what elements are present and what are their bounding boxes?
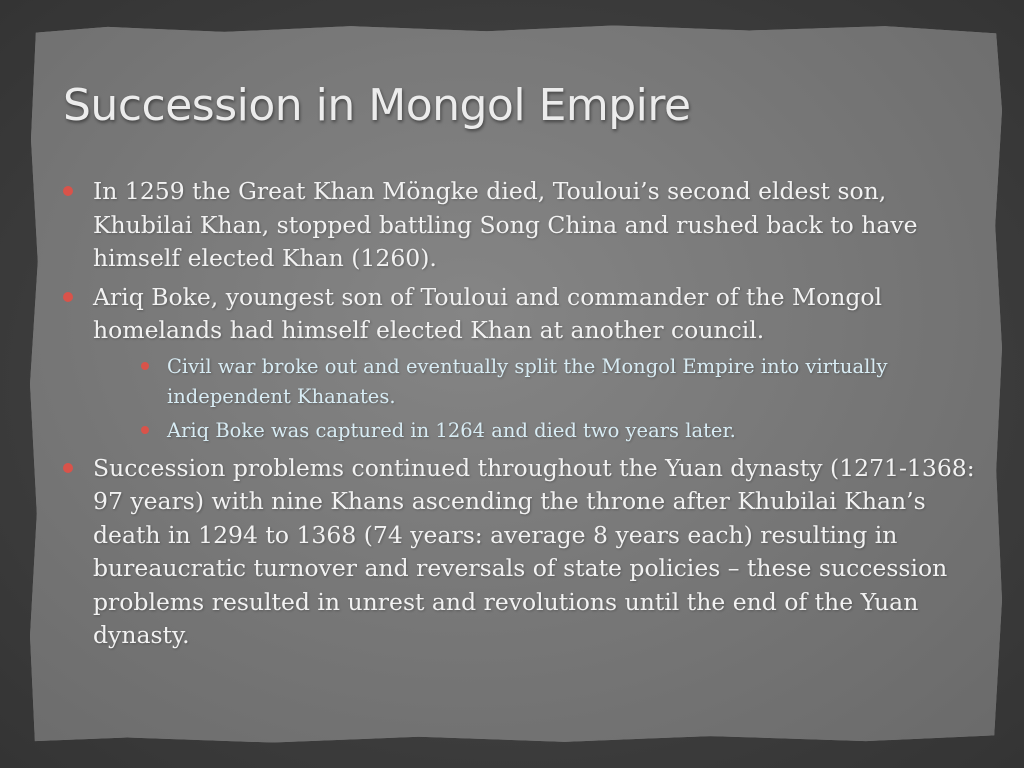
sub-bullet-list [93, 352, 975, 446]
sub-bullet-text: Civil war broke out and eventually split the Mongol Empire into virtually independent Khanates. [167, 354, 888, 408]
sub-bullet-icon [141, 426, 149, 434]
bullet-item [60, 175, 975, 276]
sub-bullet-icon [141, 362, 149, 370]
bullet-icon [63, 292, 73, 302]
sub-bullet-item [93, 352, 975, 412]
sub-bullet-item [93, 416, 975, 446]
bullet-icon [63, 463, 73, 473]
slide-title: Succession in Mongol Empire [63, 80, 691, 131]
bullet-text: Ariq Boke, youngest son of Touloui and commander of the Mongol homelands had himself elected Khan at another council. [93, 282, 883, 344]
bullet-item [60, 281, 975, 446]
bullet-icon [63, 186, 73, 196]
bullet-text: Succession problems continued throughout the Yuan dynasty (1271-1368: 97 years) with nine Khans ascending the throne after Khubilai Khan’s death in 1294 to 1368 (74 years: average 8 years each) resulting in bureaucratic turnover and reversals of state policies – these succession problems resulted in unrest and revolutions until the end of the Yuan dynasty. [93, 453, 975, 649]
bullet-item [60, 452, 975, 653]
bullet-text: In 1259 the Great Khan Möngke died, Touloui’s second eldest son, Khubilai Khan, stopped battling Song China and rushed back to have himself elected Khan (1260). [93, 177, 918, 272]
bullet-list [60, 175, 975, 658]
sub-bullet-text: Ariq Boke was captured in 1264 and died two years later. [167, 418, 736, 442]
